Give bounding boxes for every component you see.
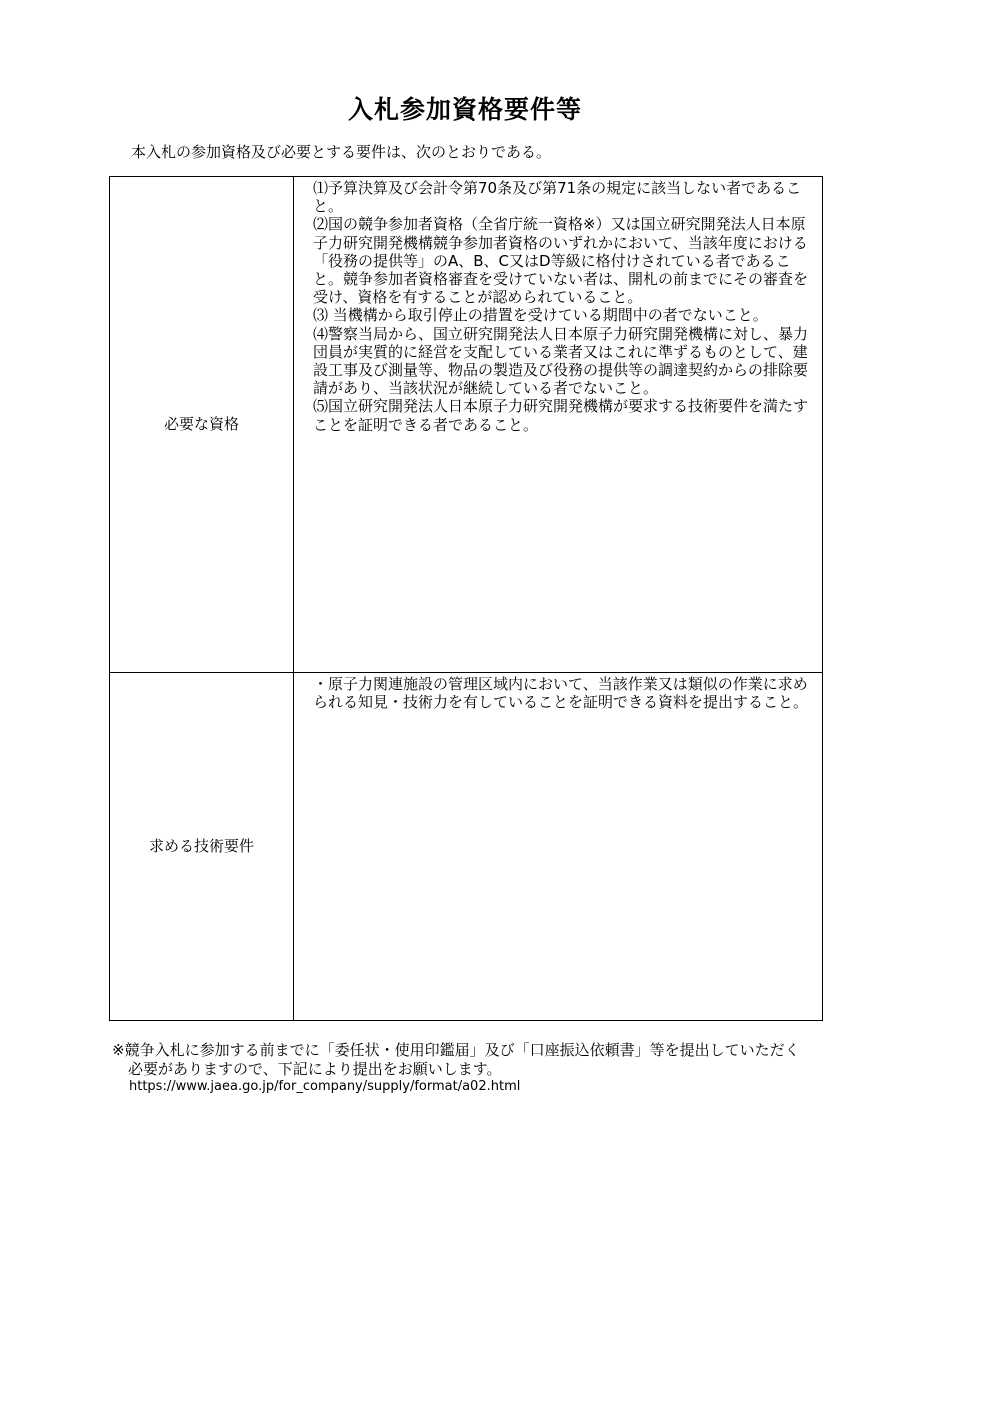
- qualification-item-5: ⑸国立研究開発法人日本原子力研究開発機構が要求する技術要件を満たすことを証明できる者であること。: [313, 397, 809, 434]
- footnote-line-2: 必要がありますので、下記により提出をお願いします。: [128, 1059, 502, 1078]
- qualification-item-4: ⑷警察当局から、国立研究開発法人日本原子力研究開発機構に対し、暴力団員が実質的に経営を支配している業者又はこれに準ずるものとして、建設工事及び測量等、物品の製造及び役務の提供等の調達契約からの排除要請があり、当該状況が継続している者でないこと。: [313, 324, 809, 398]
- table-row-qualifications: [110, 177, 823, 673]
- technical-requirement-item-1: ・原子力関連施設の管理区域内において、当該作業又は類似の作業に求められる知見・技術力を有していることを証明できる資料を提出すること。: [313, 675, 809, 712]
- technical-requirements-content: [294, 673, 823, 1021]
- requirements-table: [109, 176, 823, 1021]
- row-label-qualifications: 必要な資格: [110, 177, 294, 673]
- row-label-technical-requirements: 求める技術要件: [110, 673, 294, 1021]
- footnote-line-1: ※競争入札に参加する前までに「委任状・使用印鑑届」及び「口座振込依頼書」等を提出していただく: [112, 1041, 800, 1059]
- intro-text: 本入札の参加資格及び必要とする要件は、次のとおりである。: [131, 143, 552, 161]
- table-row-technical-requirements: [110, 673, 823, 1021]
- footnote: [112, 1041, 800, 1096]
- footnote-url: https://www.jaea.go.jp/for_company/supply/format/a02.html: [129, 1079, 521, 1094]
- qualification-item-3: ⑶ 当機構から取引停止の措置を受けている期間中の者でないこと。: [313, 306, 768, 325]
- qualifications-content: [294, 177, 823, 673]
- qualification-item-2: ⑵国の競争参加者資格（全省庁統一資格※）又は国立研究開発法人日本原子力研究開発機構競争参加者資格のいずれかにおいて、当該年度における「役務の提供等」のA、B、C又はD等級に格付けされている者であること。競争参加者資格審査を受けていない者は、開札の前までにその審査を受け、資格を有することが認められていること。: [313, 215, 809, 307]
- document-title: 入札参加資格要件等: [347, 95, 582, 124]
- qualification-item-1: ⑴予算決算及び会計令第70条及び第71条の規定に該当しない者であること。: [313, 179, 802, 216]
